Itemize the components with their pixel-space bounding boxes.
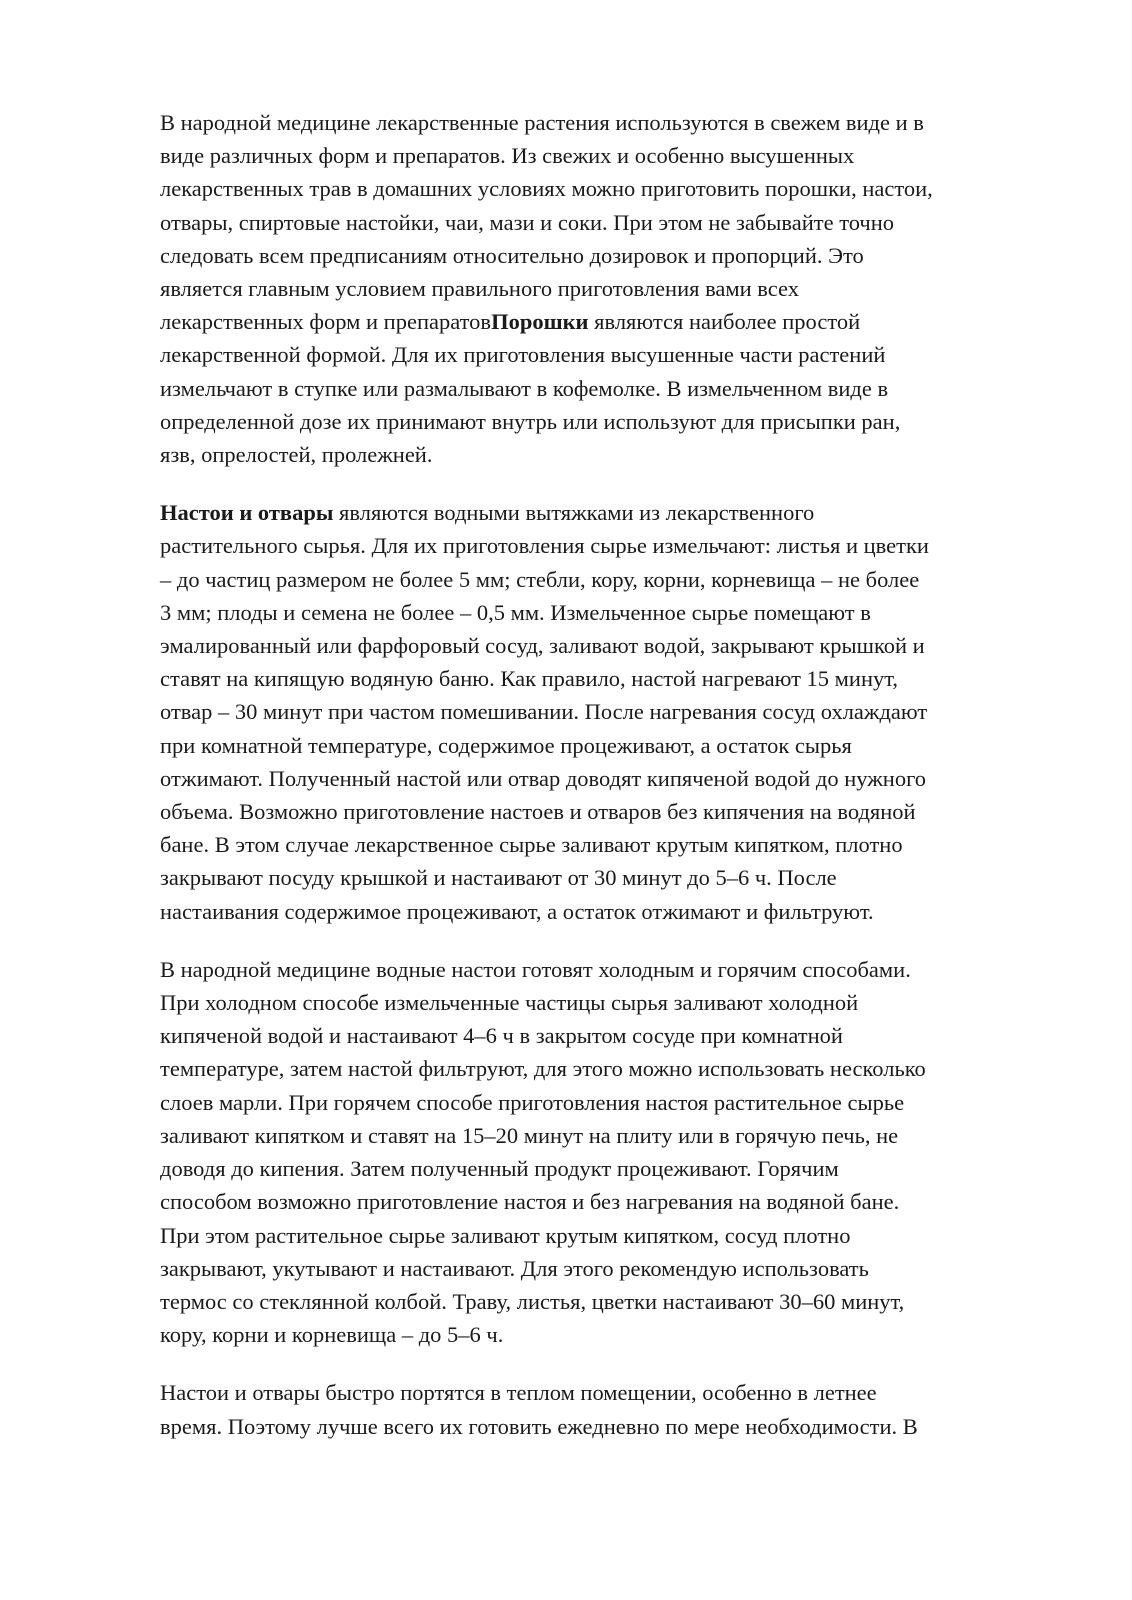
paragraph-methods	[160, 953, 1040, 1351]
bold-term-powders: Порошки	[491, 309, 589, 335]
paragraph-text: В народной медицине лекарственные растения используются в свежем виде и в виде различных форм и препаратов. Из свежих и особенно высушенных лекарственных трав в домашних условиях можно приготовить порошки, настои, отвары, спиртовые настойки, чаи, мази и соки. При этом не забывайте точно следовать всем предписаниям относительно дозировок и пропорций. Это является главным условием правильного приготовления вами всех лекарственных форм и препаратов	[160, 110, 933, 335]
paragraph-text: В народной медицине водные настои готовят холодным и горячим способами. При холодном способе измельченные частицы сырья заливают холодной кипяченой водой и настаивают 4–6 ч в закрытом сосуде при комнатной температуре, затем настой фильтруют, для этого можно использовать несколько слоев марли. При горячем способе приготовления настоя растительное сырье заливают кипятком и ставят на 15–20 минут на плиту или в горячую печь, не доводя до кипения. Затем полученный продукт процеживают. Горячим способом возможно приготовление настоя и без нагревания на водяной бане. При этом растительное сырье заливают крутым кипятком, сосуд плотно закрывают, укутывают и настаивают. Для этого рекомендую использовать термос со стеклянной колбой. Траву, листья, цветки настаивают 30–60 минут, кору, корни и корневища – до 5–6 ч.	[160, 956, 926, 1348]
paragraph-text: Настои и отвары быстро портятся в теплом помещении, особенно в летнее время. Поэтому лучше всего их готовить ежедневно по мере необходимости. В	[160, 1380, 918, 1439]
paragraph-infusions	[160, 496, 1040, 928]
paragraph-intro	[160, 106, 1040, 471]
paragraph-text: являются водными вытяжками из лекарственного растительного сырья. Для их приготовления сырье измельчают: листья и цветки – до частиц размером не более 5 мм; стебли, кору, корни, корневища – не более 3 мм; плоды и семена не более – 0,5 мм. Измельченное сырье помещают в эмалированный или фарфоровый сосуд, заливают водой, закрывают крышкой и ставят на кипящую водяную баню. Как правило, настой нагревают 15 минут, отвар – 30 минут при частом помешивании. После нагревания сосуд охлаждают при комнатной температуре, содержимое процеживают, а остаток сырья отжимают. Полученный настой или отвар доводят кипяченой водой до нужного объема. Возможно приготовление настоев и отваров без кипячения на водяной бане. В этом случае лекарственное сырье заливают крутым кипятком, плотно закрывают посуду крышкой и настаивают от 30 минут до 5–6 ч. После настаивания содержимое процеживают, а остаток отжимают и фильтруют.	[160, 500, 929, 924]
document-page	[160, 106, 1040, 1468]
paragraph-text-tail: являются наиболее простой лекарственной формой. Для их приготовления высушенные части растений измельчают в ступке или размалывают в кофемолке. В измельченном виде в определенной дозе их принимают внутрь или используют для присыпки ран, язв, опрелостей, пролежней.	[160, 309, 901, 468]
paragraph-storage	[160, 1376, 1040, 1442]
bold-term-infusions: Настои и отвары	[160, 500, 334, 526]
